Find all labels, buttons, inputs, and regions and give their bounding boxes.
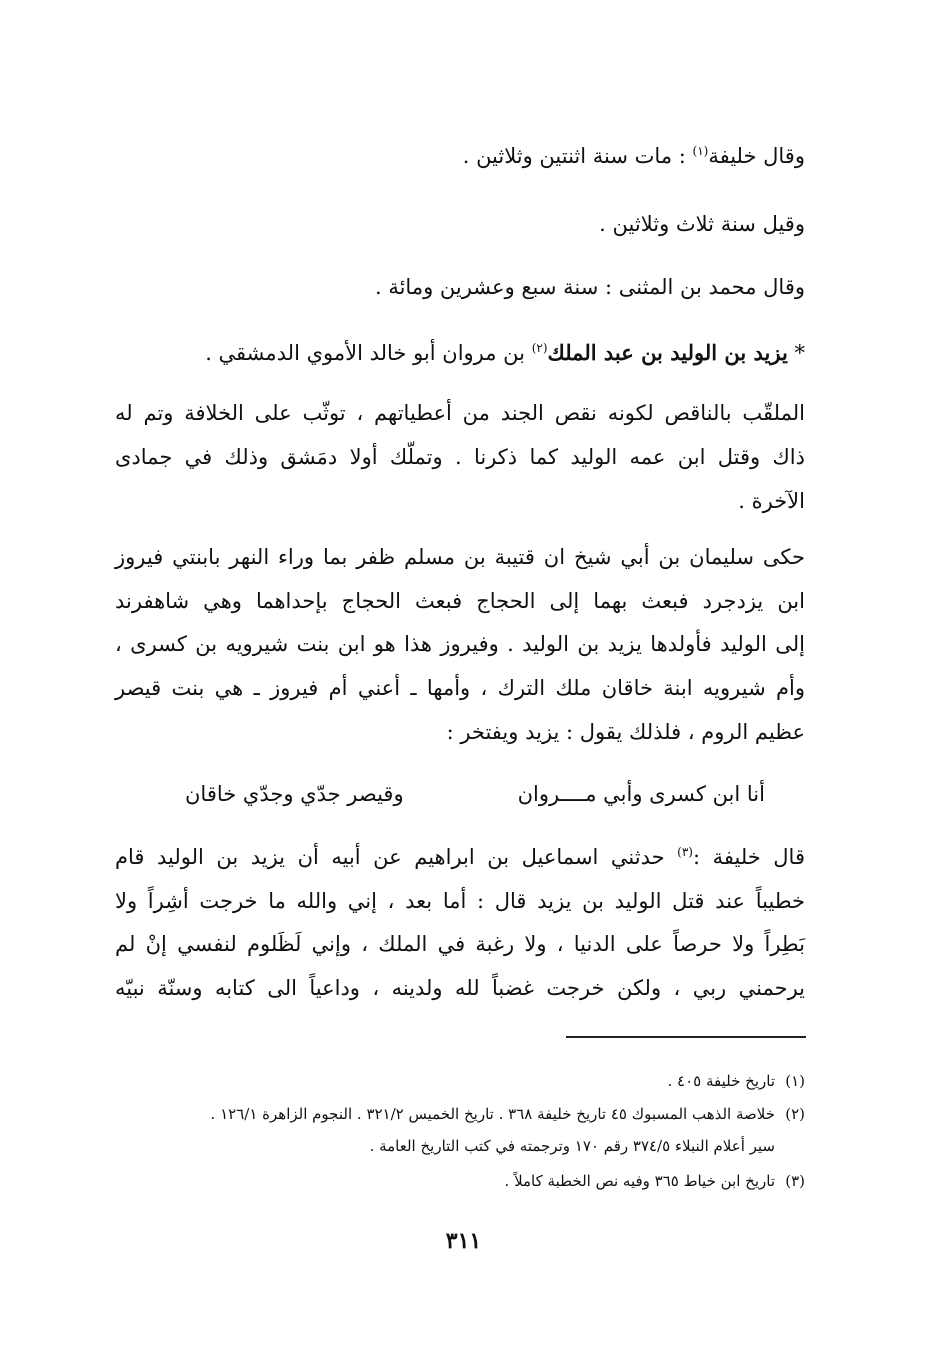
footnote-ref: (٣) (677, 845, 693, 859)
footnote-ref: (١) (692, 144, 709, 158)
footnote-number: (٢) (785, 1105, 805, 1123)
text-line: الملقّب بالناقص لكونه نقص الجند من أعطياتهم ، توثّب على الخلافة وتم له (115, 401, 805, 425)
footnote-2-continued: سير أعلام النبلاء ٣٧٤/٥ رقم ١٧٠ وترجمته في كتب التاريخ العامة . (369, 1137, 775, 1155)
text-line: الآخرة . (738, 489, 805, 513)
text-line: حكى سليمان بن أبي شيخ ان قتيبة بن مسلم ظفر بما وراء النهر بابنتي فيروز (115, 545, 805, 569)
text-line: ذاك وقتل ابن عمه الوليد كما ذكرنا . وتملّك أولا دمَشق وذلك في جمادى (115, 445, 805, 469)
footnote-divider (566, 1036, 806, 1038)
verse-first-hemistich: أنا ابن كسرى وأبي مــــروان (517, 782, 765, 806)
text-line: وأم شيرويه ابنة خاقان ملك الترك ، وأمها ـ أعني أم فيروز ـ هي بنت قيصر (115, 676, 805, 700)
entry-name: يزيد بن الوليد بن عبد الملك (547, 340, 788, 365)
poem-verse (165, 782, 765, 812)
text-line: خطيباً عند قتل الوليد بن يزيد قال : أما بعد ، إني والله ما خرجت أشِراً ولا (115, 889, 805, 913)
text-line: وقيل سنة ثلاث وثلاثين . (599, 212, 805, 236)
entry-heading: * يزيد بن الوليد بن عبد الملك$^{(٢)}$ بن مروان أبو خالد الأموي الدمشقي . (205, 340, 805, 365)
footnote-2: (٢)خلاصة الذهب المسبوك ٤٥ تاريخ خليفة ٣٦٨ . تاريخ الخميس ٣٢١/٢ . النجوم الزاهرة ١٢٦/١ . (210, 1105, 805, 1123)
text-line: وقال خليفة$^{(١)}$ : مات سنة اثنتين وثلاثين . (462, 144, 805, 168)
text-line: عظيم الروم ، فلذلك يقول : يزيد ويفتخر : (446, 720, 805, 744)
footnote-number: (١) (785, 1072, 805, 1090)
footnote-1: (١)تاريخ خليفة ٤٠٥ . (667, 1072, 805, 1090)
text-line: إلى الوليد فأولدها يزيد بن الوليد . وفيروز هذا هو ابن بنت شيرويه بن كسرى ، (115, 632, 805, 656)
text-line: وقال محمد بن المثنى : سنة سبع وعشرين ومائة . (374, 275, 805, 299)
entry-marker: * (787, 341, 805, 365)
page-number: ٣١١ (445, 1228, 482, 1254)
text-line: بَطِراً ولا حرصاً على الدنيا ، ولا رغبة في الملك ، وإني لَظَلوم لنفسي إنْ لم (115, 932, 805, 956)
footnote-ref: (٢) (531, 341, 548, 355)
text-line: يرحمني ربي ، ولكن خرجت غضباً لله ولدينه ، وداعياً الى كتابه وسنّة نبيّه (115, 976, 805, 1000)
footnote-number: (٣) (785, 1172, 805, 1190)
text-line: قال خليفة :$^{(٣)}$ حدثني اسماعيل بن ابراهيم عن أبيه أن يزيد بن الوليد قام (115, 845, 805, 869)
footnote-3: (٣)تاريخ ابن خياط ٣٦٥ وفيه نص الخطبة كاملاً . (504, 1172, 805, 1190)
text-line: ابن يزدجرد فبعث بهما إلى الحجاج فبعث الحجاج بإحداهما وهي شاهفرند (115, 589, 805, 613)
verse-second-hemistich: وقيصر جدّي وجدّي خاقان (185, 782, 404, 806)
